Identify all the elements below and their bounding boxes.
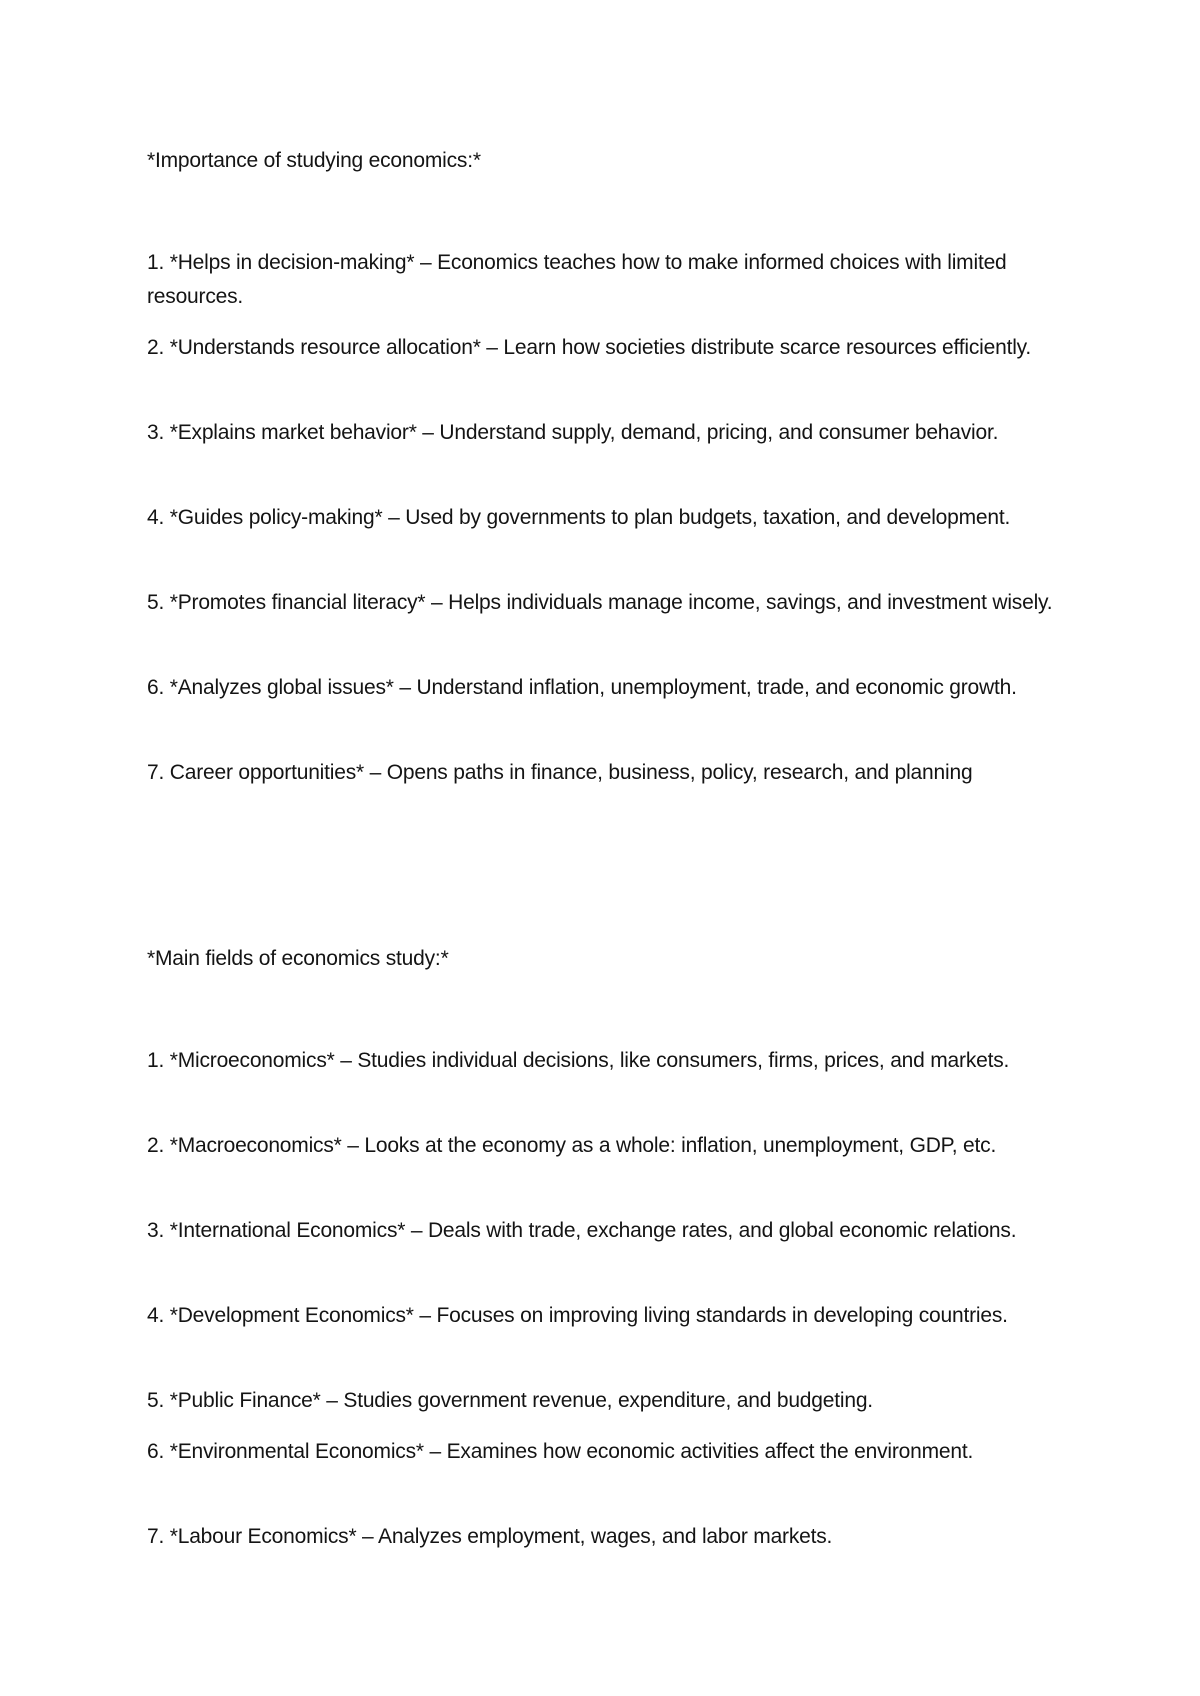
list-item-field-1: 1. *Microeconomics* – Studies individual decisions, like consumers, firms, prices, and markets. [147, 1049, 1010, 1072]
list-item-importance-5: 5. *Promotes financial literacy* – Helps individuals manage income, savings, and investment wisely. [147, 591, 1053, 614]
list-item-field-7: 7. *Labour Economics* – Analyzes employment, wages, and labor markets. [147, 1525, 833, 1548]
list-item-importance-7: 7. Career opportunities* – Opens paths in finance, business, policy, research, and planning [147, 761, 973, 784]
list-item-importance-4: 4. *Guides policy-making* – Used by governments to plan budgets, taxation, and development. [147, 506, 1011, 529]
list-item-field-5: 5. *Public Finance* – Studies government revenue, expenditure, and budgeting. [147, 1389, 873, 1412]
list-item-field-4: 4. *Development Economics* – Focuses on improving living standards in developing countries. [147, 1304, 1008, 1327]
list-item-field-2: 2. *Macroeconomics* – Looks at the economy as a whole: inflation, unemployment, GDP, etc. [147, 1134, 997, 1157]
list-item-field-3: 3. *International Economics* – Deals with trade, exchange rates, and global economic relations. [147, 1219, 1017, 1242]
list-item-importance-3: 3. *Explains market behavior* – Understand supply, demand, pricing, and consumer behavior. [147, 421, 999, 444]
list-item-importance-6: 6. *Analyzes global issues* – Understand inflation, unemployment, trade, and economic growth. [147, 676, 1017, 699]
list-item-importance-1: 1. *Helps in decision-making* – Economics teaches how to make informed choices with limited resources. [147, 251, 1007, 308]
list-item-importance-2: 2. *Understands resource allocation* – Learn how societies distribute scarce resources efficiently. [147, 336, 1032, 359]
list-item-field-6: 6. *Environmental Economics* – Examines how economic activities affect the environment. [147, 1440, 974, 1463]
section-heading-main-fields: *Main fields of economics study:* [147, 947, 449, 970]
section-heading-importance: *Importance of studying economics:* [147, 149, 481, 172]
